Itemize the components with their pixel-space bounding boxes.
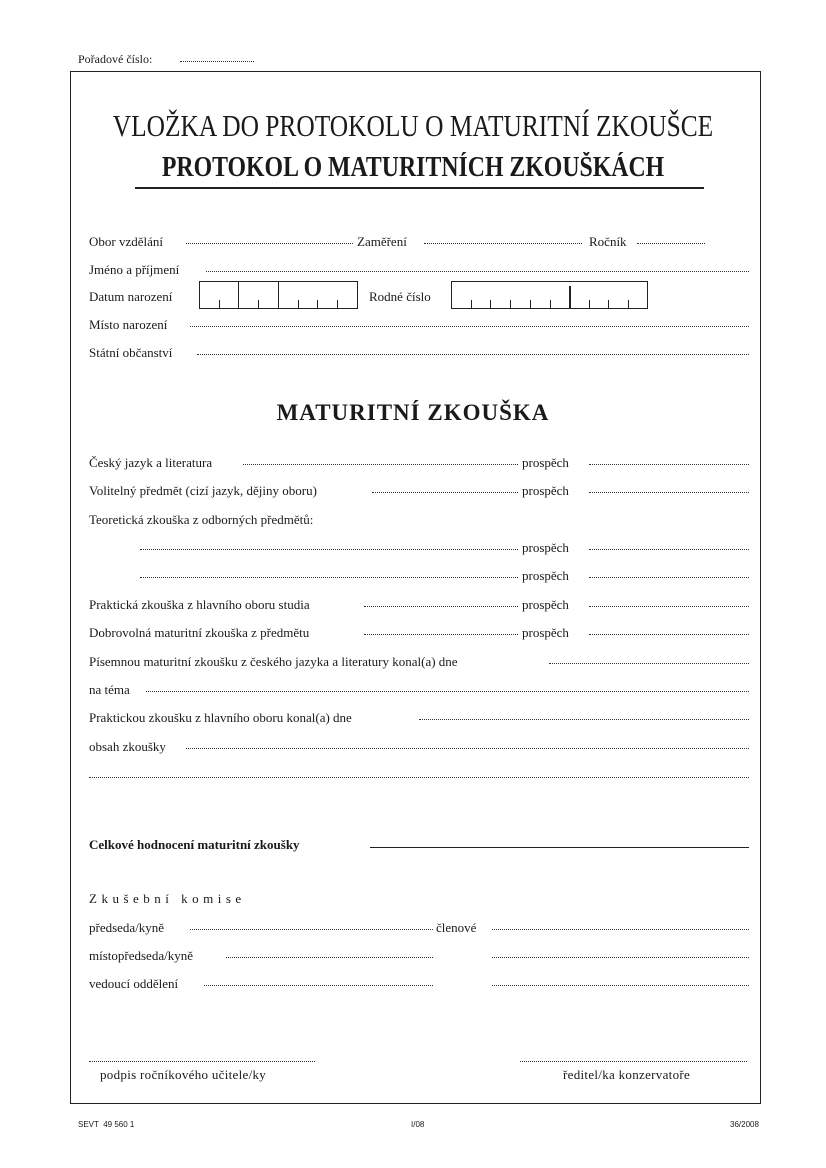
prakticka-label: Praktická zkouška z hlavního oboru studia: [89, 597, 310, 612]
datum-label: Datum narození: [89, 289, 173, 304]
cesky-label: Český jazyk a literatura: [89, 455, 213, 470]
na-tema-label: na téma: [89, 682, 130, 697]
statni-field[interactable]: [197, 354, 749, 355]
serial-number-field[interactable]: [180, 61, 254, 62]
zamereni-field[interactable]: [424, 243, 582, 244]
teoreticka-prospech-2-field[interactable]: [589, 577, 749, 578]
misto-field[interactable]: [190, 326, 749, 327]
datum-narozeni-boxes[interactable]: [199, 281, 358, 309]
mistopredseda-label: místopředseda/kyně: [89, 948, 193, 963]
jmeno-label: Jméno a příjmení: [89, 262, 180, 277]
vedouci-field[interactable]: [204, 985, 433, 986]
obor-label: Obor vzdělání: [89, 234, 164, 249]
prospech-label: prospěch: [522, 597, 569, 612]
prospech-label: prospěch: [522, 568, 569, 583]
page-title: VLOŽKA DO PROTOKOLU O MATURITNÍ ZKOUŠCE: [112, 108, 714, 143]
overall-field[interactable]: [370, 847, 749, 848]
dobrovolna-prospech-field[interactable]: [589, 634, 749, 635]
prakticka-field[interactable]: [364, 606, 518, 607]
signature-left-field[interactable]: [89, 1061, 315, 1062]
obor-field[interactable]: [186, 243, 353, 244]
signature-right-label: ředitel/ka konzervatoře: [563, 1067, 691, 1082]
obsah-label: obsah zkoušky: [89, 739, 166, 754]
dobrovolna-label: Dobrovolná maturitní zkouška z předmětu: [89, 625, 310, 640]
zamereni-label: Zaměření: [357, 234, 407, 249]
teoreticka-subject-2-field[interactable]: [140, 577, 518, 578]
praktickou-label: Praktickou zkoušku z hlavního oboru konal(a) dne: [89, 710, 352, 725]
rodne-cislo-label: Rodné číslo: [369, 289, 431, 304]
volitelny-label: Volitelný předmět (cizí jazyk, dějiny oboru): [89, 483, 317, 498]
pisemnou-date-field[interactable]: [549, 663, 749, 664]
misto-label: Místo narození: [89, 317, 168, 332]
signature-left-label: podpis ročníkového učitele/ky: [100, 1067, 267, 1082]
praktickou-date-field[interactable]: [419, 719, 749, 720]
serial-number-label: Pořadové číslo:: [78, 52, 153, 66]
predseda-label: předseda/kyně: [89, 920, 165, 935]
teoreticka-prospech-1-field[interactable]: [589, 549, 749, 550]
page-subtitle: PROTOKOL O MATURITNÍCH ZKOUŠKÁCH: [161, 152, 665, 183]
statni-label: Státní občanství: [89, 345, 173, 360]
jmeno-field[interactable]: [206, 271, 749, 272]
subtitle-underline: [135, 187, 704, 189]
rodne-cislo-boxes[interactable]: [451, 281, 648, 309]
prospech-label: prospěch: [522, 540, 569, 555]
rocnik-field[interactable]: [637, 243, 705, 244]
predseda-field[interactable]: [190, 929, 433, 930]
clenove-label: členové: [436, 920, 477, 935]
obsah-field-continued[interactable]: [89, 777, 749, 778]
vedouci-label: vedoucí oddělení: [89, 976, 179, 991]
section-heading-exam: MATURITNÍ ZKOUŠKA: [276, 400, 550, 425]
footer-code: SEVT 49 560 1: [78, 1120, 135, 1129]
prospech-label: prospěch: [522, 625, 569, 640]
obsah-field[interactable]: [186, 748, 749, 749]
rocnik-label: Ročník: [589, 234, 627, 249]
prospech-label: prospěch: [522, 455, 569, 470]
clen-1-field[interactable]: [492, 929, 749, 930]
footer-right: 36/2008: [730, 1120, 759, 1129]
dobrovolna-field[interactable]: [364, 634, 518, 635]
cesky-field[interactable]: [243, 464, 518, 465]
overall-label: Celkové hodnocení maturitní zkoušky: [89, 837, 300, 852]
footer-mid: I/08: [411, 1120, 425, 1129]
mistopredseda-field[interactable]: [226, 957, 433, 958]
volitelny-prospech-field[interactable]: [589, 492, 749, 493]
volitelny-field[interactable]: [372, 492, 518, 493]
clen-3-field[interactable]: [492, 985, 749, 986]
commission-heading: Zkušební komise: [89, 891, 246, 906]
teoreticka-label: Teoretická zkouška z odborných předmětů:: [89, 512, 314, 527]
pisemnou-label: Písemnou maturitní zkoušku z českého jazyka a literatury konal(a) dne: [89, 654, 458, 669]
prospech-label: prospěch: [522, 483, 569, 498]
prakticka-prospech-field[interactable]: [589, 606, 749, 607]
cesky-prospech-field[interactable]: [589, 464, 749, 465]
clen-2-field[interactable]: [492, 957, 749, 958]
na-tema-field[interactable]: [146, 691, 749, 692]
signature-right-field[interactable]: [520, 1061, 747, 1062]
teoreticka-subject-1-field[interactable]: [140, 549, 518, 550]
